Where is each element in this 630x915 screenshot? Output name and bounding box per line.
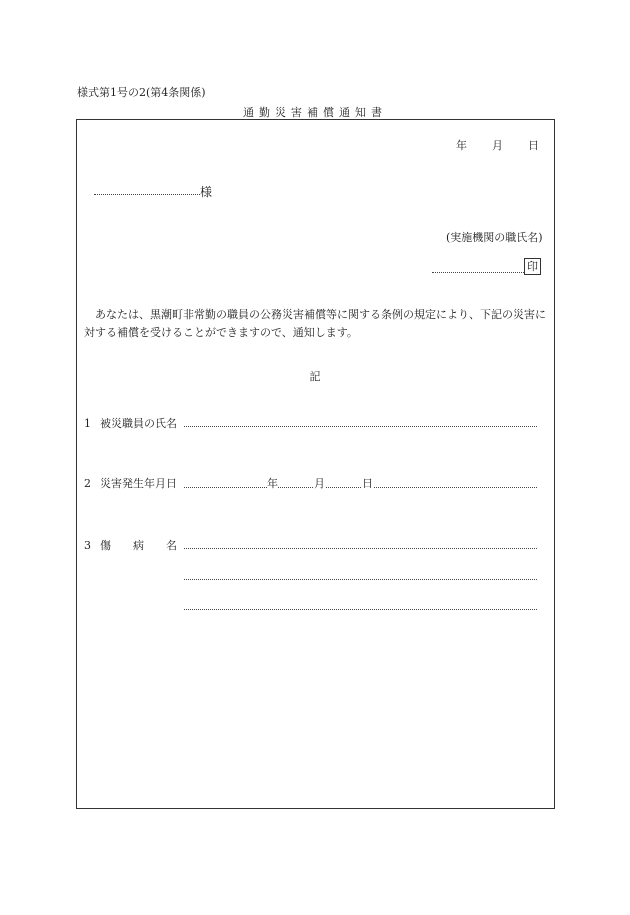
item-label: 災害発生年月日: [100, 477, 177, 490]
date-day-label: 日: [528, 139, 539, 152]
accident-date-year: 年: [267, 477, 278, 490]
document-title: 通勤災害補償通知書: [243, 106, 387, 119]
injury-name-line-3[interactable]: [184, 609, 537, 610]
victim-name-line[interactable]: [184, 426, 537, 427]
injury-name-line-1[interactable]: [184, 548, 537, 549]
date-year-label: 年: [456, 139, 467, 152]
ki-heading: 記: [309, 370, 321, 383]
item-number: 3: [84, 539, 91, 552]
accident-date-day: 日: [362, 477, 373, 490]
issuer-name-line[interactable]: [432, 272, 524, 273]
item-victim-name: [84, 415, 177, 431]
accident-date-month: 月: [314, 477, 325, 490]
accident-date-line[interactable]: [184, 487, 537, 488]
form-number-label: 様式第1号の2(第4条関係): [77, 86, 206, 99]
form-frame: [76, 119, 555, 809]
notice-body-text: あなたは、黒潮町非常勤の職員の公務災害補償等に関する条例の規定により、下記の災害に対する補償を受けることができますので、通知します。: [84, 308, 546, 339]
issuer-label: (実施機関の職氏名): [446, 231, 543, 244]
item-accident-date: [84, 475, 177, 491]
item-label: 被災職員の氏名: [100, 417, 177, 430]
item-label: 傷 病 名: [100, 539, 177, 552]
addressee-suffix: 様: [200, 185, 213, 199]
seal-mark: 印: [524, 258, 541, 275]
addressee-name-line[interactable]: [94, 194, 200, 195]
injury-name-line-2[interactable]: [184, 579, 537, 580]
date-month-label: 月: [492, 139, 503, 152]
item-number: 1: [84, 417, 91, 430]
item-injury-name: [84, 537, 177, 553]
item-number: 2: [84, 477, 91, 490]
